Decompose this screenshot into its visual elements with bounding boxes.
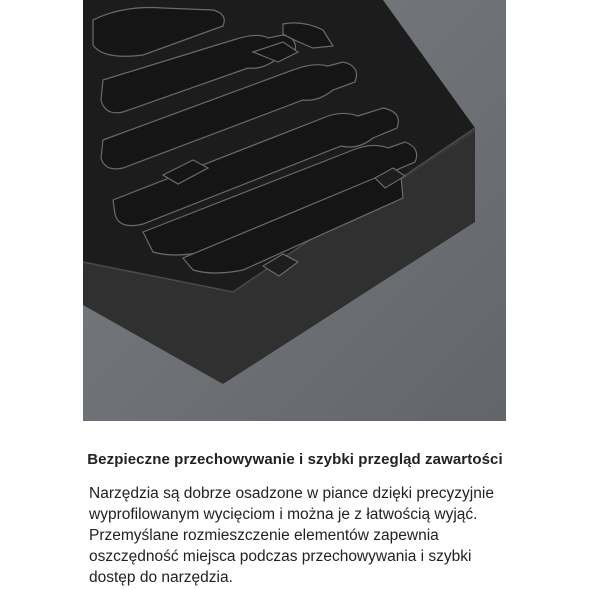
description-line: dostęp do narzędzia. (89, 569, 233, 586)
description-line: Narzędzia są dobrze osadzone w piance dzięki precyzyjnie (89, 485, 494, 502)
product-image (83, 0, 506, 421)
description-paragraph (89, 483, 529, 588)
description-line: wyprofilowanym wycięciom i można je z łatwością wyjąć. (89, 506, 478, 523)
description-line: oszczędność miejsca podczas przechowywania i szybki (89, 548, 472, 565)
description-line: Przemyślane rozmieszczenie elementów zapewnia (89, 527, 439, 544)
foam-insert-illustration (83, 0, 506, 421)
section-heading: Bezpieczne przechowywanie i szybki przegląd zawartości (87, 451, 503, 468)
